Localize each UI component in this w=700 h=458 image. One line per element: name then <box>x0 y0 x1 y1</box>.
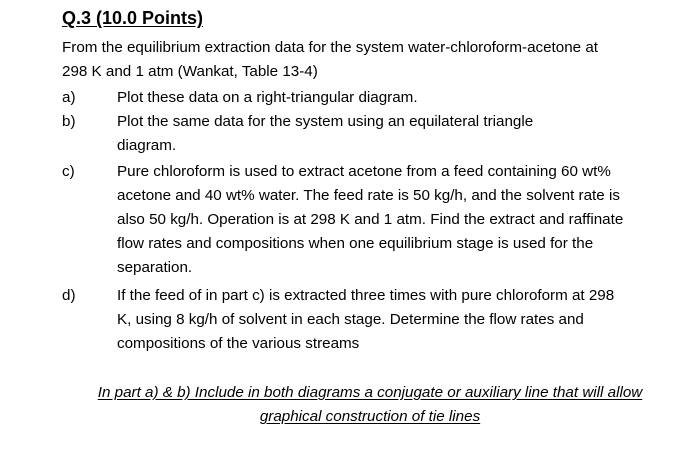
note-line-1: In part a) & b) Include in both diagrams a conjugate or auxiliary line that will allow <box>97 384 643 401</box>
item-a-line-1: Plot these data on a right-triangular diagram. <box>117 89 418 106</box>
item-d-line-2: K, using 8 kg/h of solvent in each stage. Determine the flow rates and <box>117 311 584 328</box>
item-b-marker: b) <box>62 113 76 130</box>
item-c-line-4: flow rates and compositions when one equilibrium stage is used for the <box>117 235 594 252</box>
item-d-line-3: compositions of the various streams <box>117 335 360 352</box>
item-c-line-3: also 50 kg/h. Operation is at 298 K and 1 atm. Find the extract and raffinate <box>117 211 624 228</box>
item-c-line-1: Pure chloroform is used to extract acetone from a feed containing 60 wt% <box>117 163 611 180</box>
item-c-line-5: separation. <box>117 259 193 276</box>
item-d-marker: d) <box>62 287 76 304</box>
item-b-line-2: diagram. <box>117 137 177 154</box>
item-b-line-1: Plot the same data for the system using an equilateral triangle <box>117 113 534 130</box>
item-a-marker: a) <box>62 89 76 106</box>
intro-line-1: From the equilibrium extraction data for the system water-chloroform-acetone at <box>62 39 599 56</box>
item-d-line-1: If the feed of in part c) is extracted three times with pure chloroform at 298 <box>117 287 615 304</box>
question-title: Q.3 (10.0 Points) <box>62 8 204 28</box>
item-c-line-2: acetone and 40 wt% water. The feed rate is 50 kg/h, and the solvent rate is <box>117 187 620 204</box>
intro-line-2: 298 K and 1 atm (Wankat, Table 13-4) <box>62 63 318 80</box>
item-c-marker: c) <box>62 163 75 180</box>
note-line-2: graphical construction of tie lines <box>259 408 481 425</box>
